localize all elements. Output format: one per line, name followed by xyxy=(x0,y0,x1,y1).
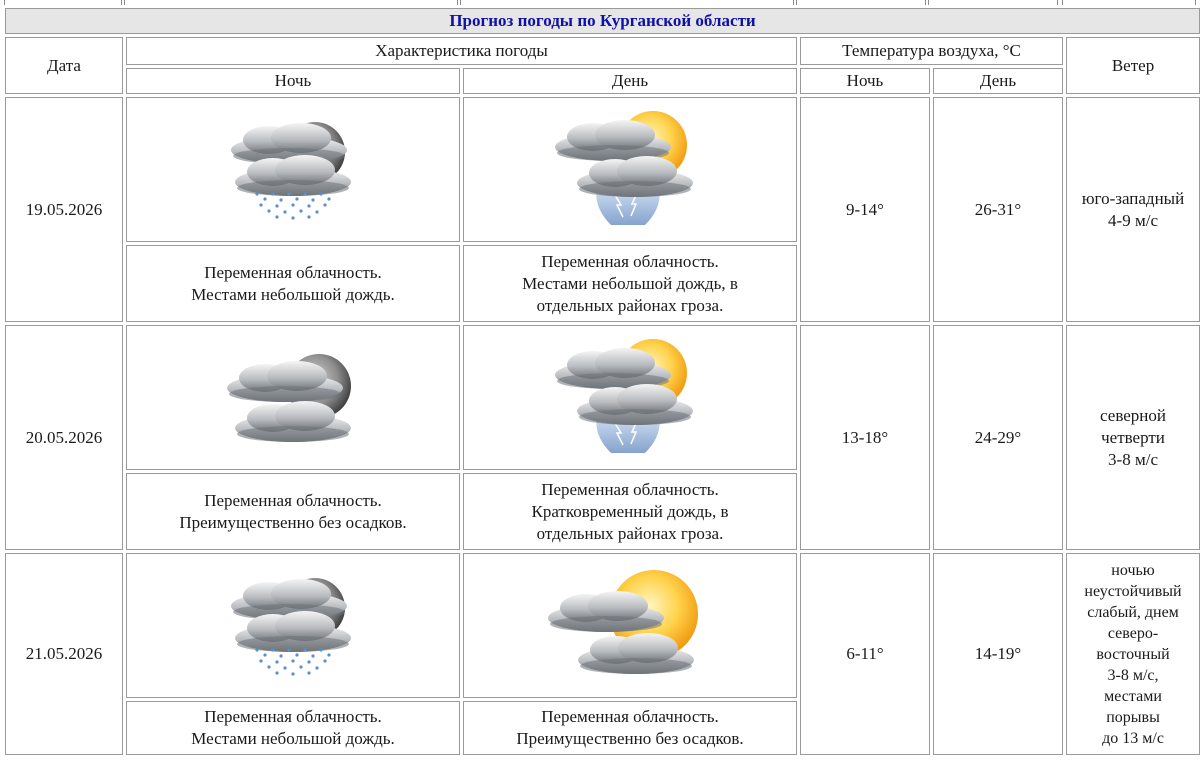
header-weather-day: День xyxy=(463,68,797,94)
night-description xyxy=(126,473,460,550)
wind-line: неустойчивый xyxy=(1084,582,1182,600)
date-cell: 20.05.2026 xyxy=(5,325,123,550)
wind-line: 3-8 м/с xyxy=(1108,449,1158,469)
wind-line: 4-9 м/с xyxy=(1108,210,1158,230)
wind-line: 3-8 м/с, xyxy=(1107,666,1159,684)
temp-night-cell: 9-14° xyxy=(800,97,930,322)
header-date: Дата xyxy=(5,37,123,94)
description-line: Местами небольшой дождь, в xyxy=(522,273,738,293)
night-description xyxy=(126,701,460,755)
wind-line: восточный xyxy=(1096,645,1170,663)
forecast-table xyxy=(2,5,1200,758)
description-line: Переменная облачность. xyxy=(541,251,719,271)
header-temp-night: Ночь xyxy=(800,68,930,94)
wind-line: порывы xyxy=(1106,708,1160,726)
header-wind: Ветер xyxy=(1066,37,1200,94)
night-description xyxy=(126,245,460,322)
description-line: Местами небольшой дождь. xyxy=(191,729,395,748)
date-cell: 21.05.2026 xyxy=(5,553,123,755)
date-cell: 19.05.2026 xyxy=(5,97,123,322)
day-cloud-thunderstorm-icon xyxy=(555,335,705,460)
night-cloud-icon xyxy=(213,338,373,458)
day-description xyxy=(463,473,797,550)
wind-cell xyxy=(1066,553,1200,755)
temp-night-cell: 13-18° xyxy=(800,325,930,550)
description-line: Преимущественно без осадков. xyxy=(516,729,744,748)
description-line: Преимущественно без осадков. xyxy=(179,512,407,532)
description-line: отдельных районах гроза. xyxy=(536,523,724,543)
header-temp-day: День xyxy=(933,68,1063,94)
temp-day-cell: 14-19° xyxy=(933,553,1063,755)
wind-cell xyxy=(1066,97,1200,322)
wind-line: северо- xyxy=(1107,624,1159,642)
wind-line: до 13 м/с xyxy=(1102,729,1164,747)
day-sun-cloud-icon xyxy=(540,562,720,690)
night-icon-cell xyxy=(126,553,460,698)
wind-line: юго-западный xyxy=(1081,188,1185,208)
header-weather-night: Ночь xyxy=(126,68,460,94)
temp-night-cell: 6-11° xyxy=(800,553,930,755)
forecast-title: Прогноз погоды по Курганской области xyxy=(5,8,1200,34)
temp-day-cell: 24-29° xyxy=(933,325,1063,550)
header-temperature: Температура воздуха, °C xyxy=(800,37,1063,65)
night-icon-cell xyxy=(126,325,460,470)
wind-line: четверти xyxy=(1101,427,1165,447)
night-cloud-rain-icon xyxy=(223,110,363,230)
day-icon-cell xyxy=(463,553,797,698)
wind-cell xyxy=(1066,325,1200,550)
description-line: Переменная облачность. xyxy=(204,262,382,282)
description-line: Переменная облачность. xyxy=(204,490,382,510)
day-description xyxy=(463,245,797,322)
day-icon-cell xyxy=(463,97,797,242)
description-line: Переменная облачность. xyxy=(204,707,382,726)
wind-line: ночью xyxy=(1111,561,1155,579)
description-line: Местами небольшой дождь. xyxy=(191,284,395,304)
night-icon-cell xyxy=(126,97,460,242)
day-cloud-thunderstorm-icon xyxy=(555,107,705,232)
day-description xyxy=(463,701,797,755)
wind-line: местами xyxy=(1104,687,1162,705)
header-weather: Характеристика погоды xyxy=(126,37,797,65)
description-line: Переменная облачность. xyxy=(541,707,719,726)
night-cloud-rain-icon xyxy=(223,566,363,686)
description-line: Переменная облачность. xyxy=(541,479,719,499)
day-icon-cell xyxy=(463,325,797,470)
wind-line: слабый, днем xyxy=(1087,603,1179,621)
wind-line: северной xyxy=(1100,405,1166,425)
description-line: отдельных районах гроза. xyxy=(536,295,724,315)
temp-day-cell: 26-31° xyxy=(933,97,1063,322)
description-line: Кратковременный дождь, в xyxy=(531,501,729,521)
